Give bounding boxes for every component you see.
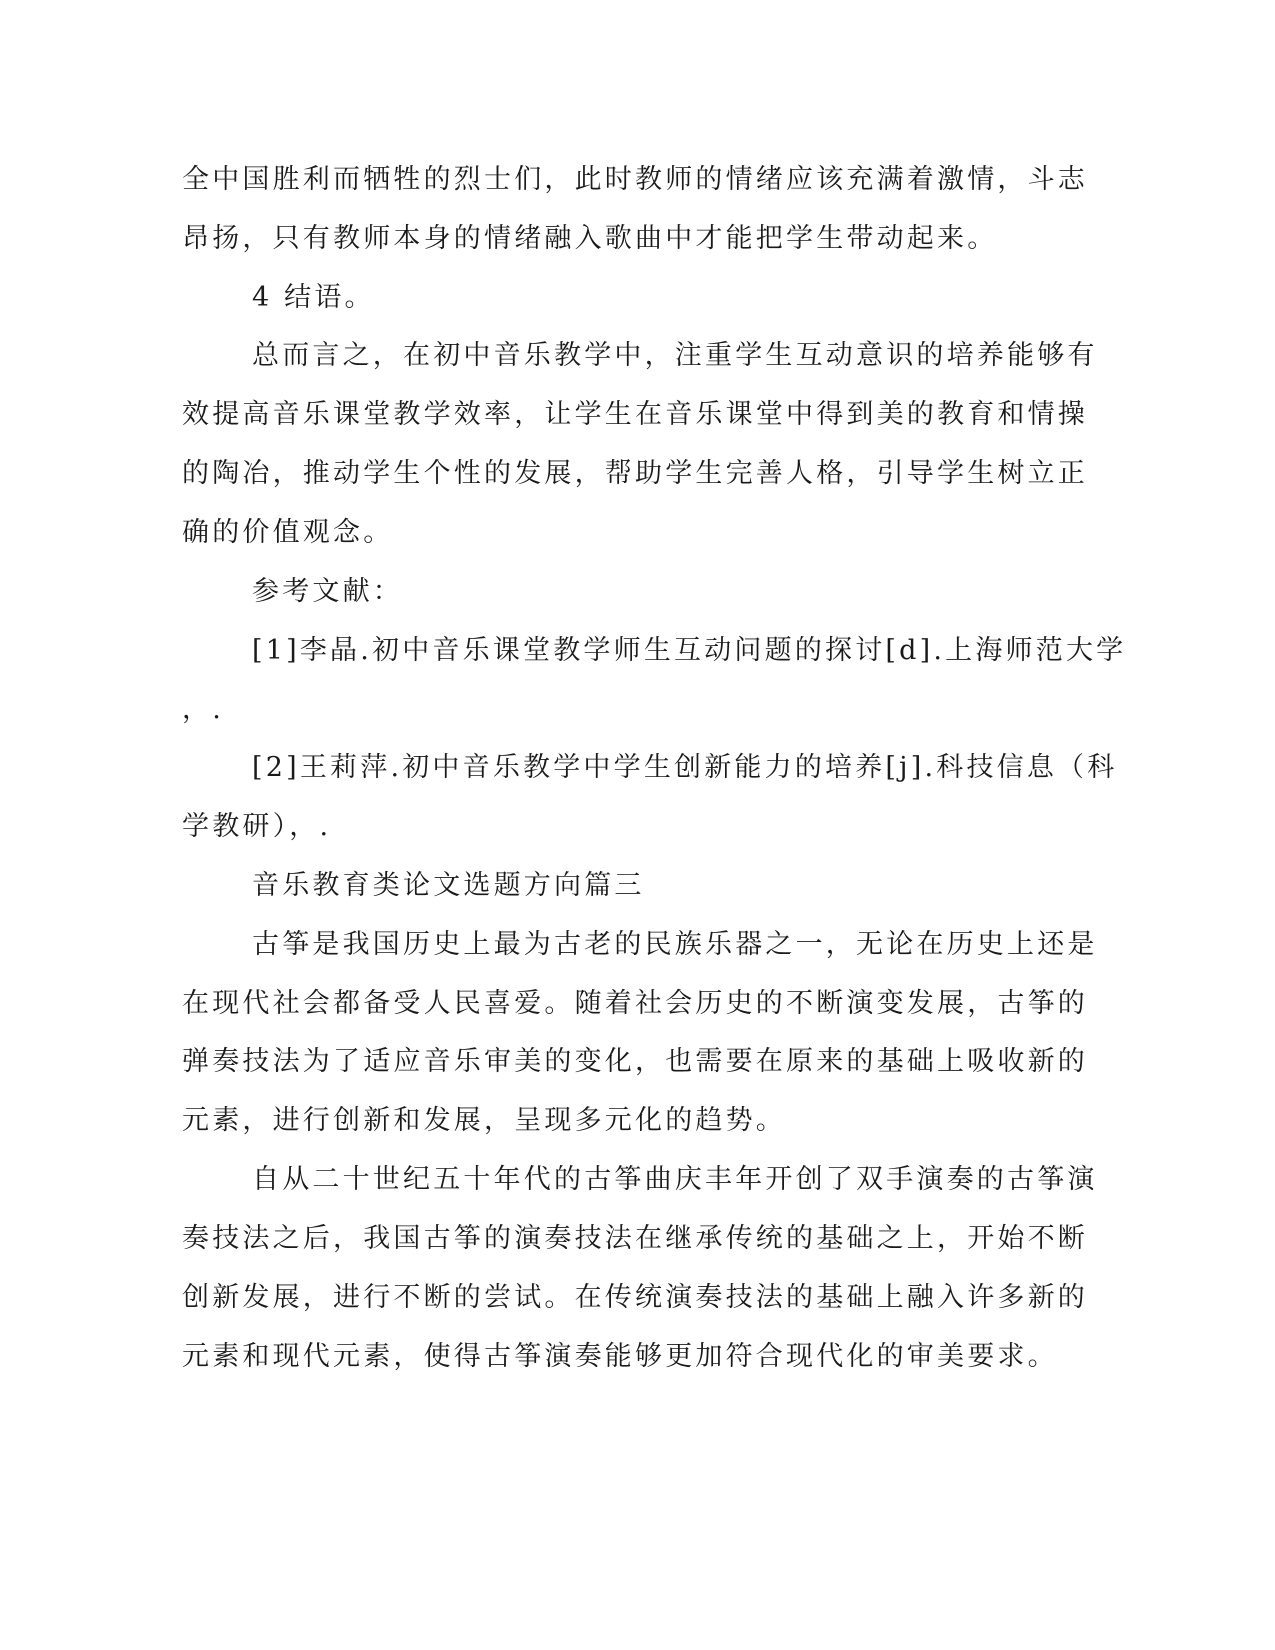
section-title: 音乐教育类论文选题方向篇三 (252, 870, 645, 901)
reference-line: 学教研），. (182, 811, 332, 842)
paragraph-line: 的陶冶，推动学生个性的发展，帮助学生完善人格，引导学生树立正 (182, 458, 1088, 489)
paragraph-line: 元素，进行创新和发展，呈现多元化的趋势。 (182, 1105, 786, 1136)
paragraph-line: 效提高音乐课堂教学效率，让学生在音乐课堂中得到美的教育和情操 (182, 399, 1088, 430)
paragraph-line: 全中国胜利而牺牲的烈士们，此时教师的情绪应该充满着激情，斗志 (182, 164, 1088, 195)
paragraph-line: 奏技法之后，我国古筝的演奏技法在继承传统的基础之上，开始不断 (182, 1223, 1088, 1254)
paragraph-line: 确的价值观念。 (182, 517, 394, 548)
section-heading: 4 结语。 (252, 282, 375, 313)
paragraph-line: 弹奏技法为了适应音乐审美的变化，也需要在原来的基础上吸收新的 (182, 1046, 1088, 1077)
reference-line: [1]李晶.初中音乐课堂教学师生互动问题的探讨[d].上海师范大学 (252, 635, 1127, 666)
paragraph-line: 在现代社会都备受人民喜爱。随着社会历史的不断演变发展，古筝的 (182, 988, 1088, 1019)
paragraph-line: 古筝是我国历史上最为古老的民族乐器之一，无论在历史上还是 (252, 929, 1098, 960)
references-heading: 参考文献： (252, 576, 403, 607)
paragraph-line: 总而言之，在初中音乐教学中，注重学生互动意识的培养能够有 (252, 340, 1098, 371)
paragraph-line: 元素和现代元素，使得古筝演奏能够更加符合现代化的审美要求。 (182, 1341, 1058, 1372)
paragraph-line: 创新发展，进行不断的尝试。在传统演奏技法的基础上融入许多新的 (182, 1282, 1088, 1313)
reference-line: [2]王莉萍.初中音乐教学中学生创新能力的培养[j].科技信息（科 (252, 752, 1118, 783)
paragraph-line: 自从二十世纪五十年代的古筝曲庆丰年开创了双手演奏的古筝演 (252, 1164, 1098, 1195)
paragraph-line: 昂扬，只有教师本身的情绪融入歌曲中才能把学生带动起来。 (182, 223, 998, 254)
reference-line: ，. (182, 694, 224, 725)
